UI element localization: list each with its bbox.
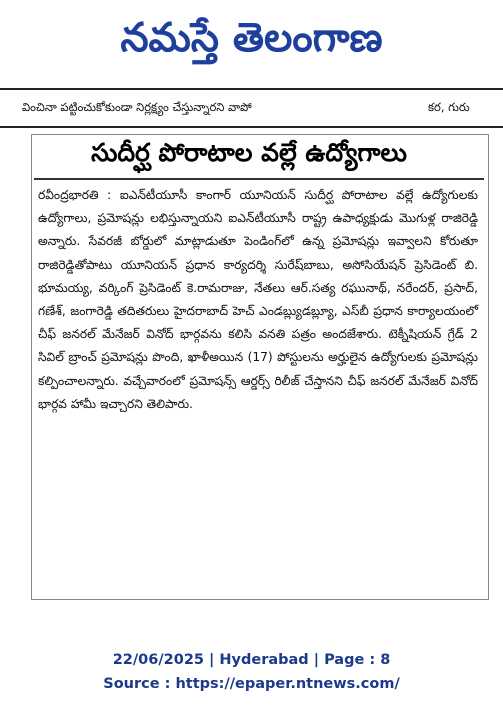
headline-divider [34, 178, 484, 180]
masthead [0, 0, 503, 86]
article-headline: సుదీర్ఘ పోరాటాల వల్లే ఉద్యోగాలు [91, 138, 407, 167]
page-footer [0, 648, 503, 696]
adjacent-column-edge [492, 190, 503, 610]
previous-article-text: వించినా పట్టించుకోకుండా నిర్లక్ష్యం చేస్తున్నారని వాపో [22, 99, 252, 114]
strip-divider [0, 126, 503, 128]
adjacent-article-text: కర, గురు [428, 100, 470, 114]
article-body: రవీంద్రభారతి : ఐఎన్‌టీయూసీ కాంగార్ యూనియన్ సుదీర్ఘ పోరాటాల వల్లే ఉద్యోగులకు ఉద్యోగాలు, ప్రమోషన్లు లభిస్తున్నాయని ఐఎన్‌టీయూసీ రాష్ట్ర ఉపాధ్యక్షుడు మొగుళ్ల రాజిరెడ్డి అన్నారు. సేవరజీ బోర్డులో మాట్లాడుతూ పెండింగ్‌లో ఉన్న ప్రమోషన్లు ఇవ్వాలని కోరుతూ రాజిరెడ్డితోపాటు యూనియన్ ప్రధాన కార్యదర్శి సురేష్‌బాబు, అసోసియేషన్ ప్రెసిడెంట్ బి. భూమయ్య, వర్కింగ్ ప్రెసిడెంట్ కె.రామరాజు, నేతలు ఆర్.సత్య రఘునాథ్, నరేందర్, ప్రసాద్, గణేశ్, జంగారెడ్డి తదితరులు హైదరాబాద్ హెచ్ ఎండబ్ల్యుడబ్ల్యూ, ఎస్‌బీ ప్రధాన కార్యాలయంలో చీఫ్ జనరల్ మేనేజర్ వినోద్ భార్గవను కలిసి వనతి పత్రం అందజేశారు. టెక్నీషియన్ గ్రేడ్ 2 సివిల్ బ్రాంచ్ ప్రమోషన్లు పొంది, ఖాళీఅయిన (17) పోస్టులను అర్హులైన ఉద్యోగులకు ప్రమోషన్లు కల్పించాలన్నారు. వచ్చేవారంలో ప్రమోషన్స్ ఆర్డర్స్ రిలీజ్ చేస్తానని చీఫ్ జనరల్ మేనేజర్ వినోద్ భార్గవ హామీ ఇచ్చారని తెలిపారు. [38, 188, 478, 411]
previous-article-strip [0, 90, 503, 126]
newspaper-logo: నమస్తే తెలంగాణ [120, 15, 383, 61]
source-link[interactable]: Source : https://epaper.ntnews.com/ [103, 676, 400, 692]
edition-info: 22/06/2025 | Hyderabad | Page : 8 [112, 652, 391, 668]
